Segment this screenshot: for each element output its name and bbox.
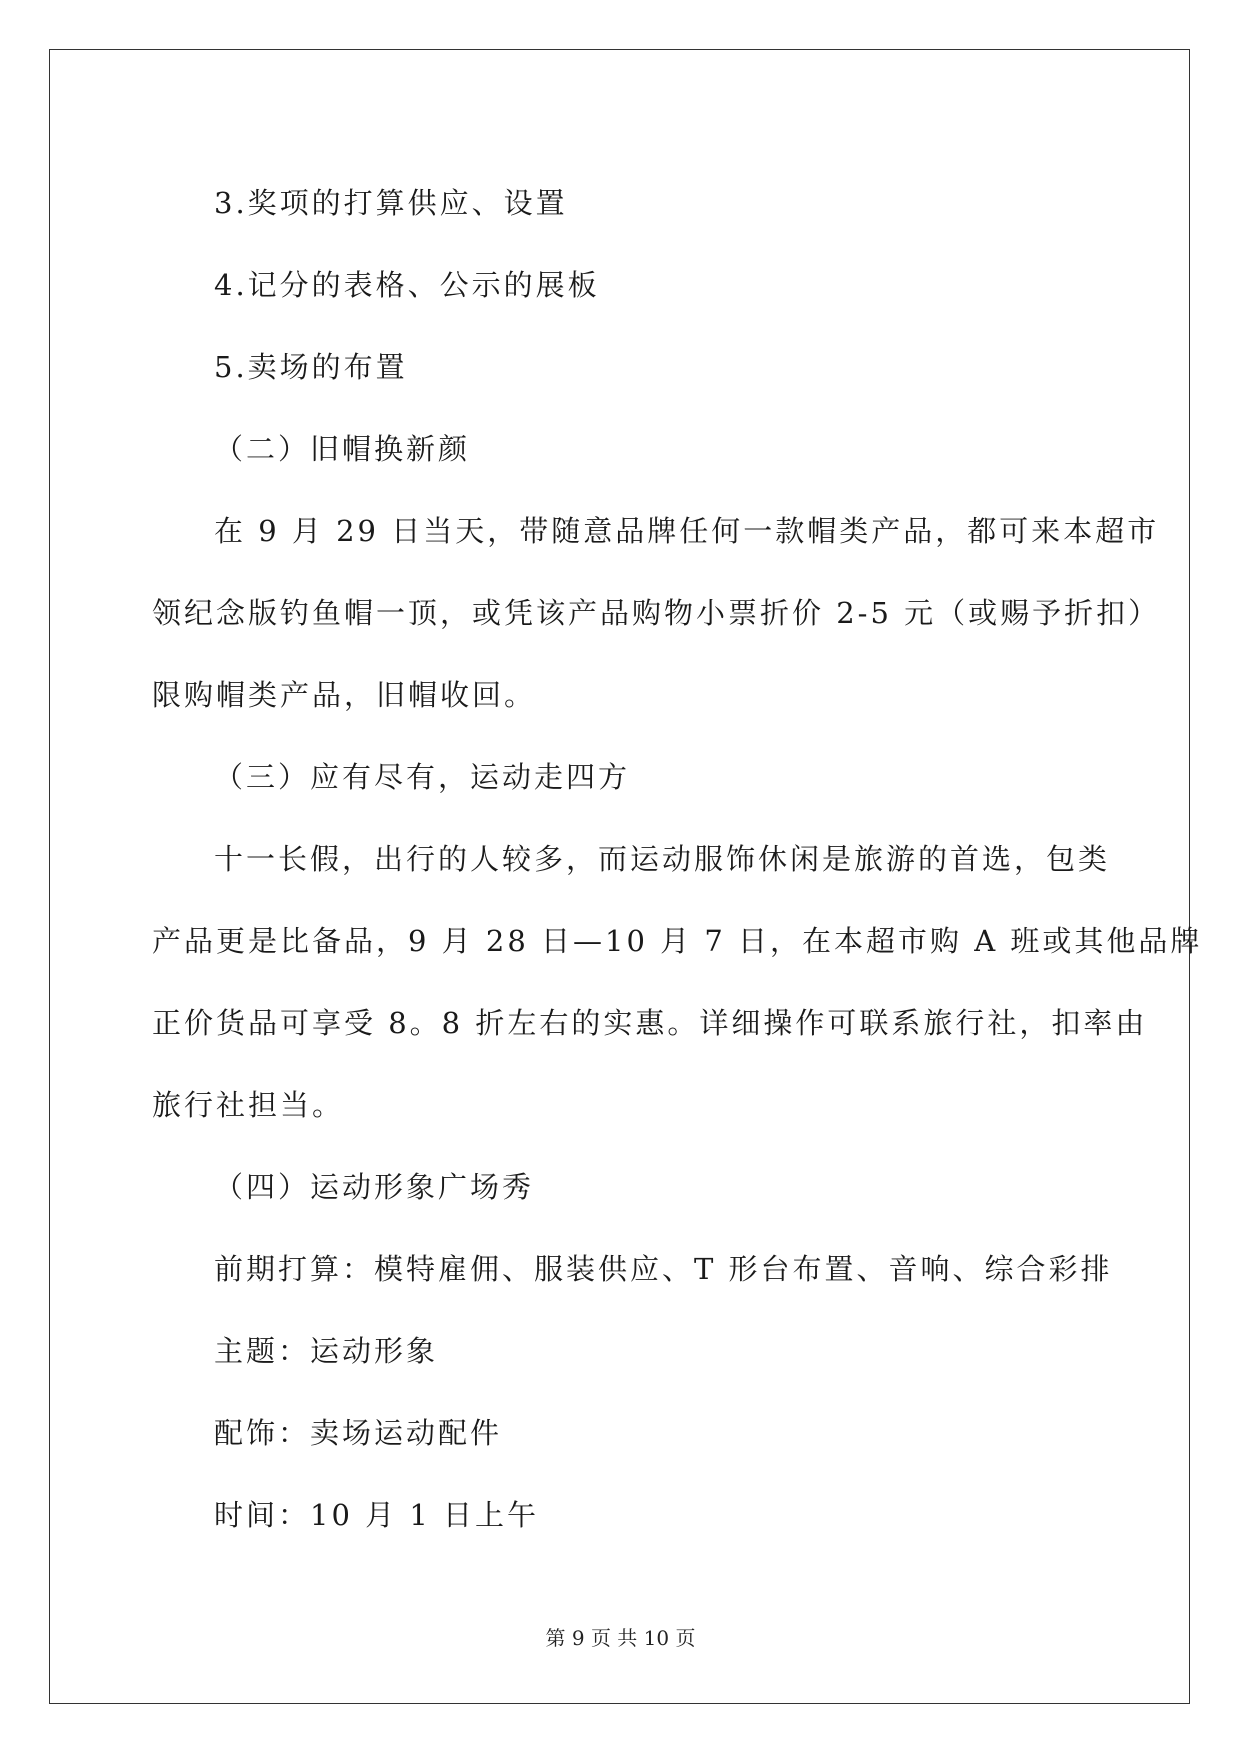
paragraph-line: 十一长假，出行的人较多，而运动服饰休闲是旅游的首选，包类 [214,842,1111,876]
text-line: 主题：运动形象 [214,1334,439,1368]
paragraph-line: 在 9 月 29 日当天，带随意品牌任何一款帽类产品，都可来本超市 [214,514,1160,548]
text-line: 3.奖项的打算供应、设置 [214,186,568,220]
document-body [152,162,1203,1556]
paragraph-line: 旅行社担当。 [152,1088,345,1122]
paragraph-line: 正价货品可享受 8。8 折左右的实惠。详细操作可联系旅行社，扣率由 [152,1006,1148,1040]
text-line: 时间：10 月 1 日上午 [214,1498,540,1532]
text-line: 5.卖场的布置 [214,350,408,384]
page-number-footer: 第 9 页 共 10 页 [545,1626,696,1650]
section-heading: （三）应有尽有，运动走四方 [214,760,631,794]
paragraph-line: 领纪念版钓鱼帽一顶，或凭该产品购物小票折价 2-5 元（或赐予折扣） [152,596,1161,630]
section-heading: （二）旧帽换新颜 [214,432,471,466]
text-line: 配饰：卖场运动配件 [214,1416,503,1450]
section-heading: （四）运动形象广场秀 [214,1170,535,1204]
paragraph-line: 产品更是比备品，9 月 28 日—10 月 7 日，在本超市购 A 班或其他品牌 [152,924,1203,958]
text-line: 4.记分的表格、公示的展板 [214,268,600,302]
paragraph-line: 限购帽类产品，旧帽收回。 [152,678,537,712]
text-line: 前期打算：模特雇佣、服装供应、T 形台布置、音响、综合彩排 [214,1252,1113,1286]
